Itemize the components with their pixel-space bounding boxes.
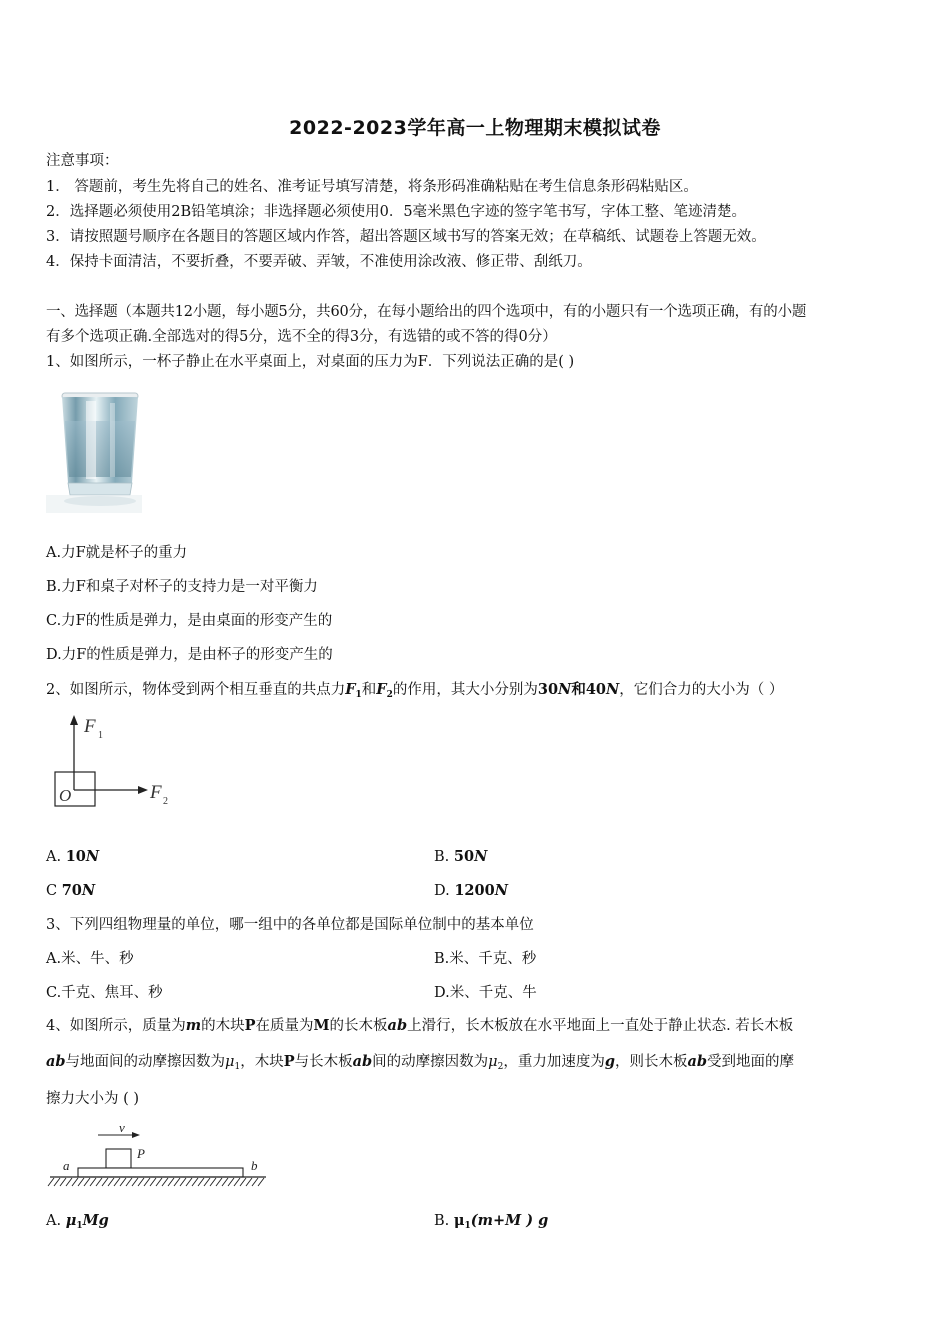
question-4-line-3: 擦力大小为 ( ) [46,1091,140,1107]
f2-arrowhead [138,786,148,794]
page-title: 2022-2023学年高一上物理期末模拟试卷 [289,117,661,139]
hatch-line [228,1178,234,1186]
force-unit-1: N [558,681,572,698]
question-4-line-2 [46,1053,794,1076]
notice-heading: 注意事项： [46,153,119,169]
hatch-line [234,1178,240,1186]
q4-text: 与长木板 [294,1054,353,1070]
q4-text: 上滑行，长木板放在水平地面上一直处于静止状态. 若长木板 [407,1018,794,1034]
board-block-diagram [46,1122,272,1198]
option-prefix: A. [46,1213,66,1229]
q4-text: 在质量为 [255,1018,314,1034]
option-value: 10 [65,848,86,865]
board-ab: ab [46,1053,66,1070]
q2-option-d [434,882,508,900]
hatch-line [222,1178,228,1186]
option-prefix: B. [434,1213,454,1229]
mu-subscript: 1 [464,1221,471,1231]
f2-symbol: F [376,681,387,698]
option-unit: N [81,882,96,899]
q2-stem-part: 2、如图所示，物体受到两个相互垂直的共点力 [46,682,346,698]
hatch-line [162,1178,168,1186]
hatch-line [132,1178,138,1186]
q4-text: 的木块 [201,1018,245,1034]
f2-label-subscript: 2 [163,796,168,807]
block-p-label: P [137,1146,145,1161]
hatch-line [54,1178,60,1186]
q1-option-b: B.力F和桌子对杯子的支持力是一对平衡力 [46,579,318,595]
option-value: 50 [453,848,475,865]
f1-symbol: F [345,681,356,698]
hatch-line [120,1178,126,1186]
q1-option-d: D.力F的性质是弹力，是由杯子的形变产生的 [46,647,333,663]
hatch-line [102,1178,108,1186]
question-1-stem: 1、如图所示，一杯子静止在水平桌面上，对桌面的压力为F．下列说法正确的是( ) [46,354,575,370]
q3-option-d: D.米、千克、牛 [434,985,537,1001]
f2-label: F [150,782,162,803]
mu-subscript: 2 [497,1062,504,1072]
mu-symbol: μ [453,1212,465,1229]
ground-hatching [48,1178,264,1186]
gravity-g: g [604,1053,615,1070]
force-unit-2: N [606,681,620,698]
hatch-line [204,1178,210,1186]
f1-label-subscript: 1 [98,730,103,741]
option-prefix: B. [434,849,454,865]
q3-option-a: A.米、牛、秒 [46,951,134,967]
q4-text: 的长木板 [329,1018,388,1034]
f1-subscript: 1 [355,690,362,700]
q2-stem-part: 的作用，其大小分别为 [392,682,538,698]
q4-text: 4、如图所示，质量为 [46,1018,186,1034]
q4-text: 与地面间的动摩擦因数为 [65,1054,226,1070]
hatch-line [198,1178,204,1186]
hatch-line [126,1178,132,1186]
q4-text: ，则长木板 [614,1054,688,1070]
hatch-line [156,1178,162,1186]
hatch-line [186,1178,192,1186]
option-unit: N [474,848,488,865]
q3-option-b: B.米、千克、秒 [434,951,537,967]
section-header-line-2: 有多个选项正确.全部选对的得5分，选不全的得3分，有选错的或不答的得0分） [46,329,557,345]
option-expression: Mg [82,1212,109,1229]
hatch-line [78,1178,84,1186]
hatch-line [246,1178,252,1186]
option-prefix: D. [434,883,455,899]
q4-text: 间的动摩擦因数为 [372,1054,489,1070]
q4-text: ，重力加速度为 [503,1054,605,1070]
hatch-line [48,1178,54,1186]
q4-option-b [434,1212,548,1235]
glass-cup-image [46,391,142,517]
mu-subscript: 1 [76,1221,83,1231]
hatch-line [96,1178,102,1186]
option-unit: N [85,848,100,865]
q3-option-c: C.千克、焦耳、秒 [46,985,163,1001]
option-prefix: A. [46,849,66,865]
f1-label: F [84,716,96,737]
section-header-line-1: 一、选择题（本题共12小题，每小题5分，共60分，在每小题给出的四个选项中，有的小题只有一个选项正确，有的小题 [46,304,807,320]
velocity-arrowhead [132,1132,140,1138]
board-ab: ab [687,1053,708,1070]
notice-item-3: 3．请按照题号顺序在各题目的答题区域内作答，超出答题区域书写的答案无效；在草稿纸、试题卷上答题无效。 [46,229,766,245]
option-prefix: C [46,883,62,899]
hatch-line [174,1178,180,1186]
q2-stem-part: 和 [571,681,586,698]
long-board [78,1168,243,1177]
f1-arrowhead [70,715,78,725]
notice-item-4: 4．保持卡面清洁，不要折叠，不要弄破、弄皱，不准使用涂改液、修正带、刮纸刀。 [46,254,592,270]
hatch-line [180,1178,186,1186]
q4-option-a [46,1212,109,1235]
question-2-stem [46,681,783,704]
hatch-line [72,1178,78,1186]
q2-stem-part: 和 [361,682,377,698]
hatch-line [138,1178,144,1186]
f2-subscript: 2 [386,690,393,700]
notice-item-1: 1． 答题前，考生先将自己的姓名、准考证号填写清楚，将条形码准确粘贴在考生信息条形码粘贴区。 [46,179,698,195]
origin-label: O [59,786,72,805]
force-value-2: 40 [585,681,606,698]
option-value: 1200 [454,882,495,899]
hatch-line [210,1178,216,1186]
hatch-line [90,1178,96,1186]
hatch-line [114,1178,120,1186]
option-unit: N [494,882,508,899]
block-p: P [283,1053,295,1070]
force-value-1: 30 [537,681,559,698]
q1-option-a: A.力F就是杯子的重力 [46,545,188,561]
q4-text: 受到地面的摩 [707,1054,795,1070]
end-a-label: a [63,1158,70,1173]
mass-m: m [185,1017,202,1034]
q2-stem-part: ，它们合力的大小为（ ） [619,682,784,698]
board-ab: ab [352,1053,373,1070]
question-3-stem: 3、下列四组物理量的单位，哪一组中的各单位都是国际单位制中的基本单位 [46,917,534,933]
hatch-line [60,1178,66,1186]
hatch-line [108,1178,114,1186]
block-p-shape [106,1149,131,1168]
mass-M: M [313,1017,330,1034]
hatch-line [66,1178,72,1186]
board-ab: ab [387,1017,408,1034]
notice-item-2: 2．选择题必须使用2B铅笔填涂；非选择题必须使用0．5毫米黑色字迹的签字笔书写，字体工整、笔迹清楚。 [46,204,747,220]
q2-option-b [434,848,487,866]
hatch-line [144,1178,150,1186]
hatch-line [252,1178,258,1186]
hatch-line [84,1178,90,1186]
q2-option-c [46,882,95,900]
force-diagram [50,712,180,816]
hatch-line [258,1178,264,1186]
q2-option-a [46,848,99,866]
hatch-line [150,1178,156,1186]
q4-text: ，木块 [240,1054,284,1070]
mu-symbol: μ [65,1212,77,1229]
mu-subscript: 1 [234,1062,241,1072]
hatch-line [240,1178,246,1186]
hatch-line [168,1178,174,1186]
mu-symbol: μ [488,1054,498,1070]
velocity-label: v [119,1122,125,1135]
option-value: 70 [61,882,82,899]
question-4-line-1 [46,1017,793,1035]
block-p: P [244,1017,256,1034]
option-expression: (m+M ) g [470,1212,549,1229]
mu-symbol: μ [225,1054,235,1070]
hatch-line [192,1178,198,1186]
hatch-line [216,1178,222,1186]
end-b-label: b [251,1158,258,1173]
q1-option-c: C.力F的性质是弹力，是由桌面的形变产生的 [46,613,333,629]
